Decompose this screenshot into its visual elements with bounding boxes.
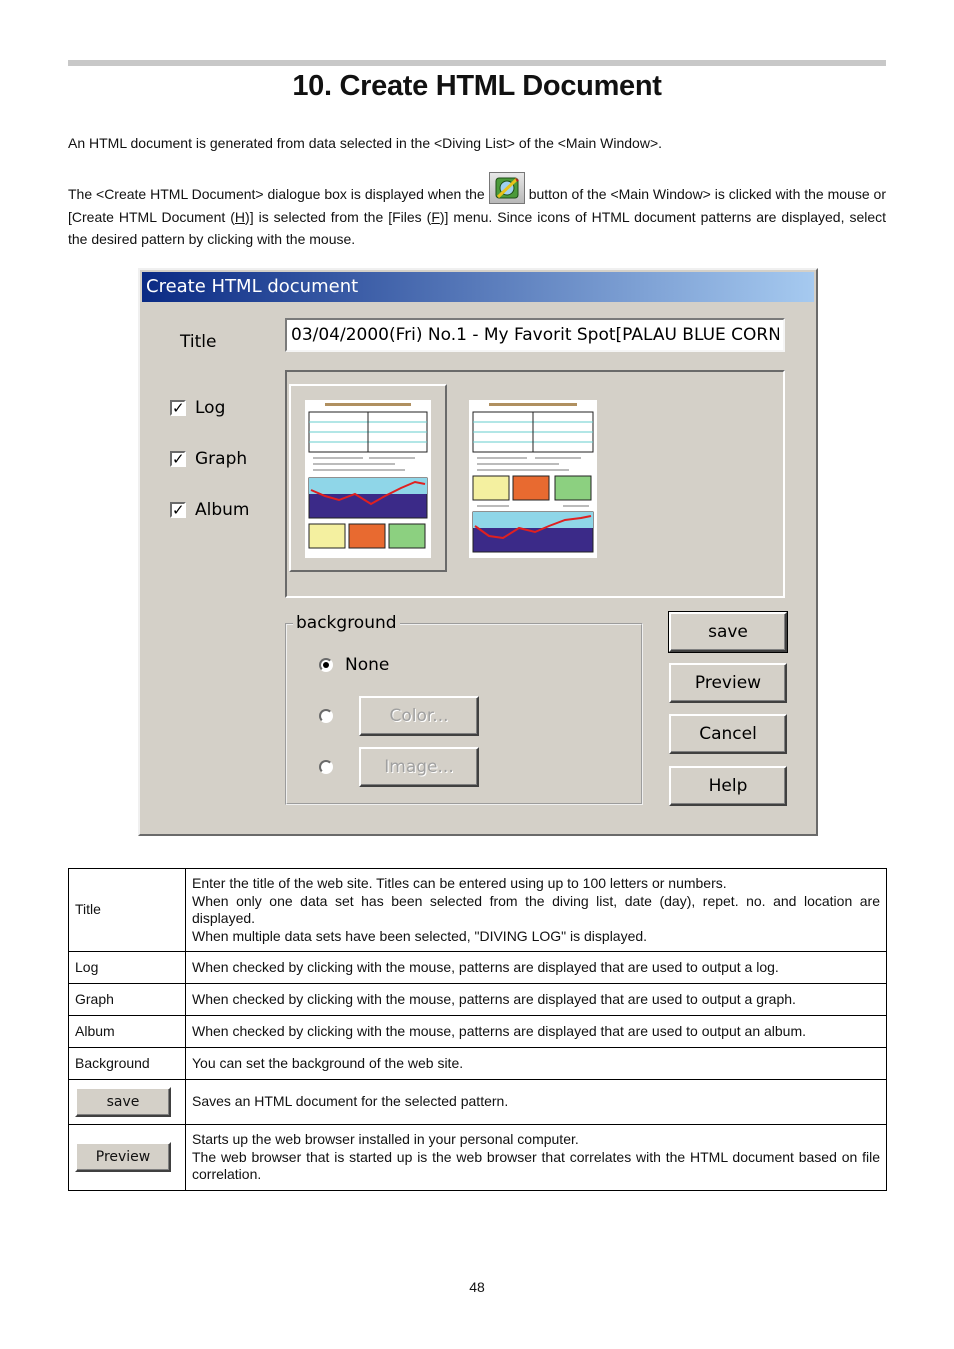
title-input[interactable]	[285, 318, 785, 352]
create-html-dialog	[138, 268, 818, 836]
graph-checkbox[interactable]	[170, 449, 247, 469]
save-button[interactable]: save	[669, 612, 787, 652]
header-rule	[68, 60, 886, 66]
table-row	[69, 869, 887, 952]
album-checkbox[interactable]	[170, 500, 249, 520]
row-key: Log	[69, 952, 186, 984]
table-row	[69, 1016, 887, 1048]
image-button[interactable]: Image...	[359, 747, 479, 787]
pattern-1-thumbnail[interactable]	[305, 400, 431, 558]
background-legend: background	[293, 613, 400, 633]
page-title: 10. Create HTML Document	[292, 70, 662, 102]
log-checkbox-box[interactable]: ✓	[172, 399, 185, 417]
page-number: 48	[469, 1279, 485, 1295]
intro-paragraph-1: An HTML document is generated from data selected in the <Diving List> of the <Main Window>.	[68, 135, 663, 151]
dialog-titlebar[interactable]: Create HTML document	[142, 272, 814, 302]
description-line: When only one data set has been selected from the diving list, date (day), repet. no. and location are displayed.	[192, 892, 880, 926]
shortcut-key: F	[431, 208, 440, 225]
row-description: You can set the background of the web site.	[186, 1048, 887, 1080]
radio-none-dot[interactable]	[319, 658, 333, 672]
table-row	[69, 952, 887, 984]
radio-none-label: None	[345, 655, 390, 675]
row-description: When checked by clicking with the mouse, patterns are displayed that are used to output a graph.	[186, 984, 887, 1016]
intro-text: button of the <Main Window> is clicked with the mouse or [Create HTML Document (	[68, 186, 886, 225]
row-key	[69, 1125, 186, 1191]
background-none-radio[interactable]	[319, 655, 389, 675]
description-line: Enter the title of the web site. Titles can be entered using up to 100 letters or numbers.	[192, 875, 727, 891]
intro-text: )] is selected from the [Files (	[245, 208, 432, 225]
radio-color-dot[interactable]	[319, 709, 333, 723]
row-description	[186, 1125, 887, 1191]
preview-button-sample: Preview	[75, 1142, 171, 1172]
description-line: The web browser that is started up is the web browser that correlates with the HTML document based on file correlation.	[192, 1148, 880, 1182]
description-line: Starts up the web browser installed in your personal computer.	[192, 1131, 579, 1147]
table-row	[69, 1048, 887, 1080]
help-button[interactable]: Help	[669, 766, 787, 806]
pattern-list	[285, 370, 785, 598]
row-key: Album	[69, 1016, 186, 1048]
save-button-sample: save	[75, 1087, 171, 1117]
intro-text: The <Create HTML Document> dialogue box is displayed when the	[68, 186, 485, 202]
album-checkbox-label: Album	[195, 500, 250, 520]
cancel-button[interactable]: Cancel	[669, 714, 787, 754]
description-line: When multiple data sets have been selected, "DIVING LOG" is displayed.	[192, 927, 648, 944]
description-table	[68, 868, 887, 1191]
create-html-icon	[489, 172, 525, 204]
graph-checkbox-box[interactable]: ✓	[172, 450, 185, 468]
row-description	[186, 869, 887, 952]
intro-paragraph-2	[68, 172, 886, 251]
row-key: Background	[69, 1048, 186, 1080]
table-row	[69, 1080, 887, 1125]
row-description: Saves an HTML document for the selected pattern.	[186, 1080, 887, 1125]
table-row	[69, 984, 887, 1016]
intro-text: )] menu. Since icons of HTML document patterns are displayed, select the desired pattern by clicking with the mouse.	[68, 208, 887, 247]
row-description: When checked by clicking with the mouse, patterns are displayed that are used to output a log.	[186, 952, 887, 984]
shortcut-key: H	[234, 208, 246, 225]
row-key: Graph	[69, 984, 186, 1016]
log-checkbox[interactable]	[170, 398, 225, 418]
preview-button[interactable]: Preview	[669, 663, 787, 703]
radio-image-dot[interactable]	[319, 760, 333, 774]
background-image-radio[interactable]	[319, 760, 345, 774]
pattern-1-selected[interactable]	[289, 384, 447, 572]
background-group	[285, 613, 643, 805]
graph-checkbox-label: Graph	[195, 449, 248, 469]
row-key	[69, 1080, 186, 1125]
background-color-radio[interactable]	[319, 709, 345, 723]
table-row	[69, 1125, 887, 1191]
log-checkbox-label: Log	[195, 398, 226, 418]
row-description: When checked by clicking with the mouse, patterns are displayed that are used to output an album.	[186, 1016, 887, 1048]
row-key: Title	[69, 869, 186, 952]
color-button[interactable]: Color...	[359, 696, 479, 736]
title-label: Title	[180, 332, 217, 352]
album-checkbox-box[interactable]: ✓	[172, 501, 185, 519]
pattern-2-thumbnail[interactable]	[469, 400, 597, 558]
